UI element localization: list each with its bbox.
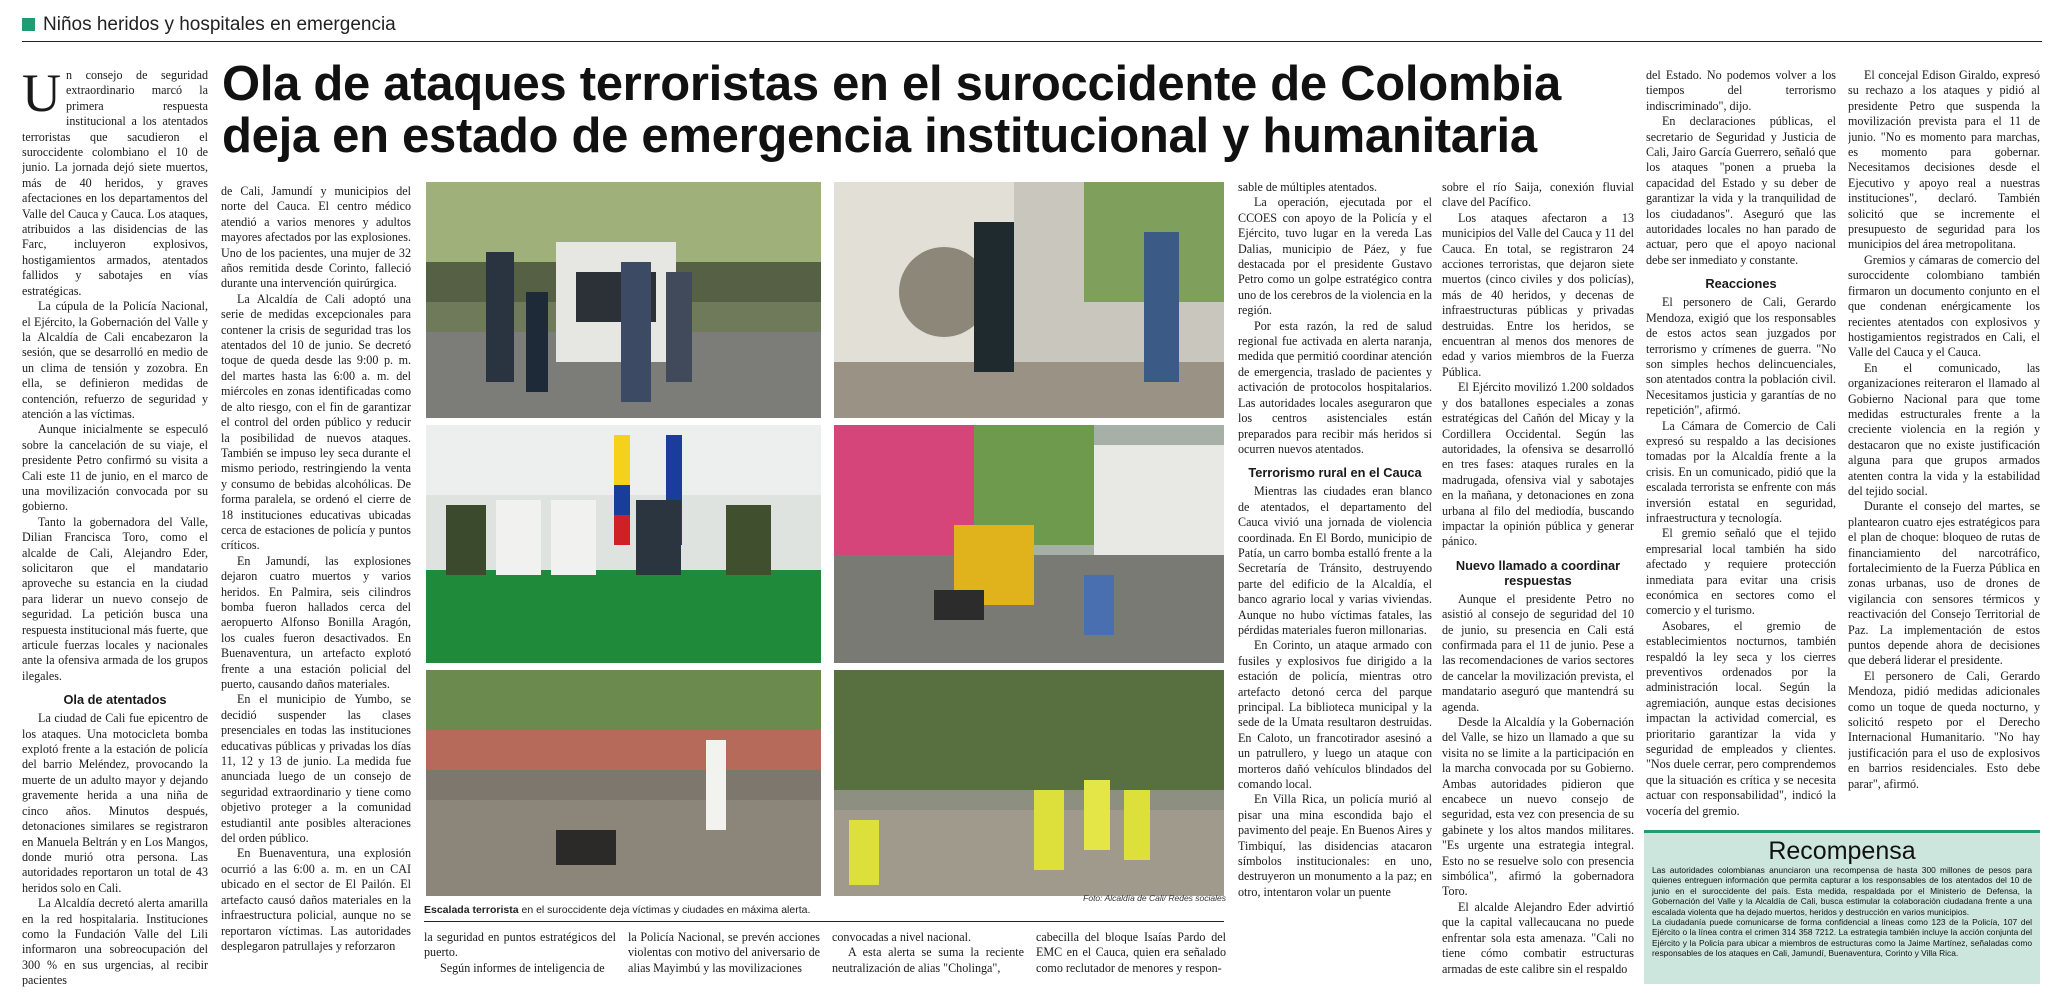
- paragraph: La ciudad de Cali fue epicentro de los ataques. Una motocicleta bomba explotó frente a la estación de policía del barrio Meléndez, provocando la muerte de un adulto mayor y dejando gravemente herida a una niña de cinco años. Minutos después, detonaciones similares se registraron en Manuela Beltrán y en Los Mangos, donde murió otra persona. Las autoridades reportaron un total de 43 heridos solo en Cali.: [22, 711, 208, 895]
- reward-paragraph: La ciudadanía puede comunicarse de forma confidencial a líneas como 123 de la Policía, 107 del Ejército o la línea contra el crimen 314 358 7212. La estrategia también incluye la acción conjunta del Ejército y la Policía para ubicar a miembros de estructuras como la Jaime Martínez, señaladas como responsables de los ataques en Cali, Jamundí, Buenaventura, Corinto y Villa Rica.: [1652, 917, 2032, 959]
- column-1: [22, 68, 208, 990]
- paragraph: En Jamundí, las explosiones dejaron cuatro muertos y varios heridos. En Palmira, seis cilindros bomba fueron hallados cerca del aeropuerto Alfonso Bonilla Aragón, los cuales fueron desactivados. En Buenaventura, un artefacto explotó frente a una estación policial del puerto, causando daños materiales.: [221, 553, 411, 691]
- headline-line-2: deja en estado de emergencia institucional y humanitaria: [222, 109, 1537, 163]
- photo-cleanup-loader: [834, 425, 1224, 663]
- photo-police-inspection: [426, 182, 821, 418]
- paragraph: En Buenaventura, una explosión ocurrió a las 6:00 a. m. en un CAI ubicado en el sector de El Pailón. El artefacto causó daños materiales en la infraestructura policial, aunque no se reportaron víctimas. Las autoridades desplegaron patrullajes y reforzaron: [221, 846, 411, 953]
- lead-paragraph: Un consejo de seguridad extraordinario marcó la primera respuesta institucional a los atentados terroristas que sacudieron el suroccidente colombiano el 10 de junio. La jornada dejó siete muertos, más de 40 heridos, y graves afectaciones en los departamentos del Valle del Cauca y Cauca. Los ataques, atribuidos a las disidencias de las Farc, incluyeron explosivos, hostigamientos armados, atentados fallidos y sabotajes en vías estratégicas.: [22, 68, 208, 298]
- subheading: Reacciones: [1705, 276, 1777, 292]
- column-3: sable de múltiples atentados. La operación, ejecutada por el CCOES con apoyo de la Policía y el Ejército, tuvo lugar en la vereda Las Dalias, municipio de Páez, y fue destacada por el presidente Gustavo Petro como un golpe estratégico contra uno de los cerebros de la violencia en la región. Por esta razón, la red de salud regional fue activada en alerta naranja, medida que permitió coordinar atención de emergencia, traslado de pacientes y activación de protocolos hospitalarios. Las autoridades locales aseguraron que los centros asistenciales están preparados para recibir más heridos si ocurren nuevos atentados. Terrorismo rural en el Cauca Mientras las ciudades eran blanco de atentados, el departamento del Cauca vivió una jornada de violencia coordinada. En El Bordo, municipio de Patía, un carro bomba estalló frente a la Secretaría de Tránsito, destruyendo parte del edificio de la Alcaldía, el banco agrario local y varias viviendas. Aunque no hubo víctimas fatales, las pérdidas materiales fueron millonarias. En Corinto, un ataque armado con fusiles y explosivos fue dirigido a la estación de policía, mientras otro artefacto detonó cerca del parque principal. La biblioteca municipal y la sede de la Umata resultaron destruidas. En Caloto, un francotirador asesinó a un patrullero, y luego un ataque con morteros dañó vehículos blindados del comando local. En Villa Rica, un policía murió al pisar una mina escondida bajo el pavimento del peaje. En Buenos Aires y Timbiquí, las disidencias atacaron símbolos institucionales: en uno, destruyeron un monumento a la paz; en otro, intentaron volar un puente: [1238, 180, 1432, 899]
- photo-caption: Escalada terrorista en el suroccidente deja víctimas y ciudades en máxima alerta.: [424, 904, 811, 916]
- under-photo-col-1: la seguridad en puntos estratégicos del puerto. Según informes de inteligencia de: [424, 930, 616, 975]
- section-marker-icon: [22, 18, 35, 31]
- photo-security-council: [426, 425, 821, 663]
- paragraph: La cúpula de la Policía Nacional, el Ejército, la Gobernación del Valle y la Alcaldía de Cali encabezaron la sesión, que se desarrolló en medio de un clima de tensión y zozobra. En ella, se definieron medidas de contención, refuerzo de seguridad y atención a las víctimas.: [22, 299, 208, 421]
- column-5: del Estado. No podemos volver a los tiempos del terrorismo indiscriminado", dijo. En declaraciones públicas, el secretario de Seguridad y Justicia de Cali, Jairo García Guerrero, señaló que los ataques "ponen a prueba la capacidad del Estado y su deber de garantizar la vida y la tranquilidad de los ciudadanos". Aseguró que las autoridades locales no han parado de actuar, pero que el apoyo nacional debe ser inmediato y constante. Reacciones El personero de Cali, Gerardo Mendoza, exigió que los responsables de estos actos sean juzgados por terrorismo y crímenes de guerra. "No son simples hechos delincuenciales, son atentados contra la población civil. Necesitamos justicia y garantías de no repetición", afirmó. La Cámara de Comercio de Cali expresó su respaldo a las decisiones tomadas por la Alcaldía frente a la crisis. En un comunicado, pidió que la escalada terrorista se enfrente con más inversión estatal en seguridad, infraestructura y tecnología. El gremio señaló que el tejido empresarial local también ha sido afectado y requiere protección inmediata para evitar una crisis económica en sectores como el comercio y el turismo. Asobares, el gremio de establecimientos nocturnos, también respaldó la ley seca y los cierres preventivos ordenados por la administración local. Según la agremiación, aunque estas decisiones impactan la actividad comercial, es prioritario garantizar la vida y seguridad de empleados y clientes. "Nos duele cerrar, pero comprendemos que la situación es crítica y se necesita actuar con responsabilidad", indicó la vocería del gremio.: [1646, 68, 1836, 818]
- subheading: Ola de atentados: [63, 692, 167, 708]
- photo-motorcycle-debris: [426, 670, 821, 896]
- drop-cap: U: [22, 68, 61, 123]
- subheading: Nuevo llamado a coordinar respuestas: [1455, 557, 1621, 588]
- paragraph: de Cali, Jamundí y municipios del norte del Cauca. El centro médico atendió a varios menores y adultos mayores afectados por las explosiones. Uno de los pacientes, una mujer de 32 años remitida desde Corinto, falleció durante una intervención quirúrgica.: [221, 184, 411, 291]
- reward-title: Recompensa: [1768, 837, 1916, 865]
- headline-line-1: Ola de ataques terroristas en el suroccidente de Colombia: [222, 57, 1561, 111]
- under-photo-col-2: la Policía Nacional, se prevén acciones violentas con motivo del aniversario de alias Mayimbú y las movilizaciones: [628, 930, 820, 975]
- under-photo-col-3: convocadas a nivel nacional. A esta alerta se suma la reciente neutralización de alias "Cholinga",: [832, 930, 1024, 975]
- section-title: Niños heridos y hospitales en emergencia: [43, 13, 396, 35]
- reward-paragraph: Las autoridades colombianas anunciaron una recompensa de hasta 300 millones de pesos para quienes entreguen información que permita capturar a los responsables de los atentados del 10 de junio en el suroccidente del país. Esta medida, respaldada por el Ministerio de Defensa, la Gobernación del Valle y la Alcaldía de Cali, busca estimular la colaboración ciudadana frente a una escalada violenta que ha dejado muertos, heridos y destrucción en varios municipios.: [1652, 865, 2032, 917]
- column-6: El concejal Edison Giraldo, expresó su rechazo a los ataques y pidió al presidente Petro que suspenda la movilización prevista para el 11 de junio. "No es momento para marchas, es momento para gobernar. Necesitamos decisiones desde el Ejecutivo y apoyo real a nuestras instituciones", declaró. También solicitó que se incremente el presupuesto de seguridad para los municipios del área metropolitana. Gremios y cámaras de comercio del suroccidente colombiano también firmaron un documento conjunto en el que condenan enérgicamente los recientes atentados con explosivos y hostigamientos registrados en Cali, el Valle del Cauca y el Cauca. En el comunicado, las organizaciones reiteraron el llamado al Gobierno Nacional para que tome medidas estructurales frente a la creciente violencia en la región y destacaron que no existe justificación alguna para que grupos armados atenten contra la vida y la estabilidad del tejido social. Durante el consejo del martes, se plantearon cuatro ejes estratégicos para el plan de choque: bloqueo de rutas de financiamiento del narcotráfico, fortalecimiento de la Fuerza Pública en zonas urbanas, uso de drones de vigilancia con sensores térmicos y reactivación del Consejo Territorial de Paz. La implementación de estos puntos depende ahora de decisiones que deberá liderar el presidente. El personero de Cali, Gerardo Mendoza, pidió medidas adicionales como un toque de queda nocturno, y solicitó respeto por el Derecho Internacional Humanitario. "No hay justificación para el uso de explosivos en barrios residenciales. Esto debe parar", afirmó.: [1848, 68, 2040, 791]
- paragraph: La Alcaldía decretó alerta amarilla en la red hospitalaria. Instituciones como la Fundación Valle del Lili informaron una sobreocupación del 300 % en sus urgencias, al recibir pacientes: [22, 896, 208, 988]
- caption-rule: [424, 921, 1224, 922]
- paragraph: Aunque inicialmente se especuló sobre la cancelación de su viaje, el presidente Petro confirmó su visita a Cali este 11 de junio, en el marco de una movilización convocada por su gobierno.: [22, 422, 208, 514]
- reward-box: [1644, 830, 2040, 984]
- paragraph: En el municipio de Yumbo, se decidió suspender las clases presenciales en todas las instituciones educativas públicas y privadas los días 11, 12 y 13 de junio. La medida fue anunciada luego de un consejo de seguridad extraordinario y tiene como objetivo proteger a la comunidad estudiantil ante posibles alteraciones del orden público.: [221, 692, 411, 846]
- paragraph: Tanto la gobernadora del Valle, Dilian Francisca Toro, como el alcalde de Cali, Alejandro Eder, solicitaron que el mandatario aproveche su estancia en la ciudad para liderar un nuevo consejo de seguridad. La petición busca una respuesta institucional más fuerte, que articule fuerzas locales y nacionales ante la ofensiva armada de los grupos ilegales.: [22, 514, 208, 683]
- photo-damaged-wall: [834, 182, 1224, 418]
- photo-credit: Foto: Alcaldía de Cali/ Redes sociales: [1083, 893, 1226, 903]
- paragraph: La Alcaldía de Cali adoptó una serie de medidas excepcionales para contener la crisis de seguridad tras los atentados del 10 de junio. Se decretó toque de queda desde las 9:00 p. m. del martes hasta las 6:00 a. m. del miércoles en zonas identificadas como de alto riesgo, con el fin de garantizar el control del orden público y reducir la posibilidad de nuevos ataques. También se impuso ley seca durante el mismo periodo, restringiendo la venta y consumo de bebidas alcohólicas. De forma paralela, se ordenó el cierre de 18 instituciones educativas ubicadas cerca de estaciones de policía y puntos críticos.: [221, 291, 411, 553]
- column-2: [221, 184, 411, 990]
- under-photo-col-4: cabecilla del bloque Isaías Pardo del EMC en el Cauca, quien era señalado como reclutador de menores y respon-: [1036, 930, 1226, 975]
- headline: [222, 58, 1622, 162]
- subheading: Terrorismo rural en el Cauca: [1248, 465, 1422, 481]
- column-4: sobre el río Saija, conexión fluvial clave del Pacífico. Los ataques afectaron a 13 municipios del Valle del Cauca y 11 del Cauca. En total, se registraron 24 acciones terroristas, que dejaron siete muertos (cinco civiles y dos policías), más de 40 heridos, y decenas de infraestructuras públicas y privadas destruidas. Entre los heridos, se encuentran al menos dos menores de edad y varios miembros de la Fuerza Pública. El Ejército movilizó 1.200 soldados y dos batallones especiales a zonas estratégicas del Cañón del Micay y la Cordillera Occidental. Según las autoridades, la ofensiva se desarrolló en tres fases: ataques rurales en la madrugada, ofensiva vial y sabotajes en la mañana, y detonaciones en zona urbana al filo del mediodía, buscando impactar la opinión pública y generar pánico. Nuevo llamado a coordinar respuestas Aunque el presidente Petro no asistió al consejo de seguridad del 10 de junio, su presencia en Cali está confirmada para el 11 de junio. Pese a las recomendaciones de varios sectores de cancelar la movilización prevista, el mandatario aseguró que mantendrá su agenda. Desde la Alcaldía y la Gobernación del Valle, se hizo un llamado a que su visita no se limite a la participación en la marcha convocada por su Gobierno. Ambas autoridades pidieron que encabece un nuevo consejo de seguridad, esta vez con presencia de su gabinete y los altos mandos militares. "Es urgente una estrategia integral. Esto no se resuelve solo con presencia simbólica", afirmó la gobernadora Toro. El alcalde Alejandro Eder advirtió que la capital vallecaucana no puede enfrentar sola esta amenaza. "Cali no tiene cómo combatir estructuras armadas de este calibre sin el respaldo: [1442, 180, 1634, 976]
- photo-forensic-team: [834, 670, 1224, 896]
- section-header: [22, 8, 2042, 42]
